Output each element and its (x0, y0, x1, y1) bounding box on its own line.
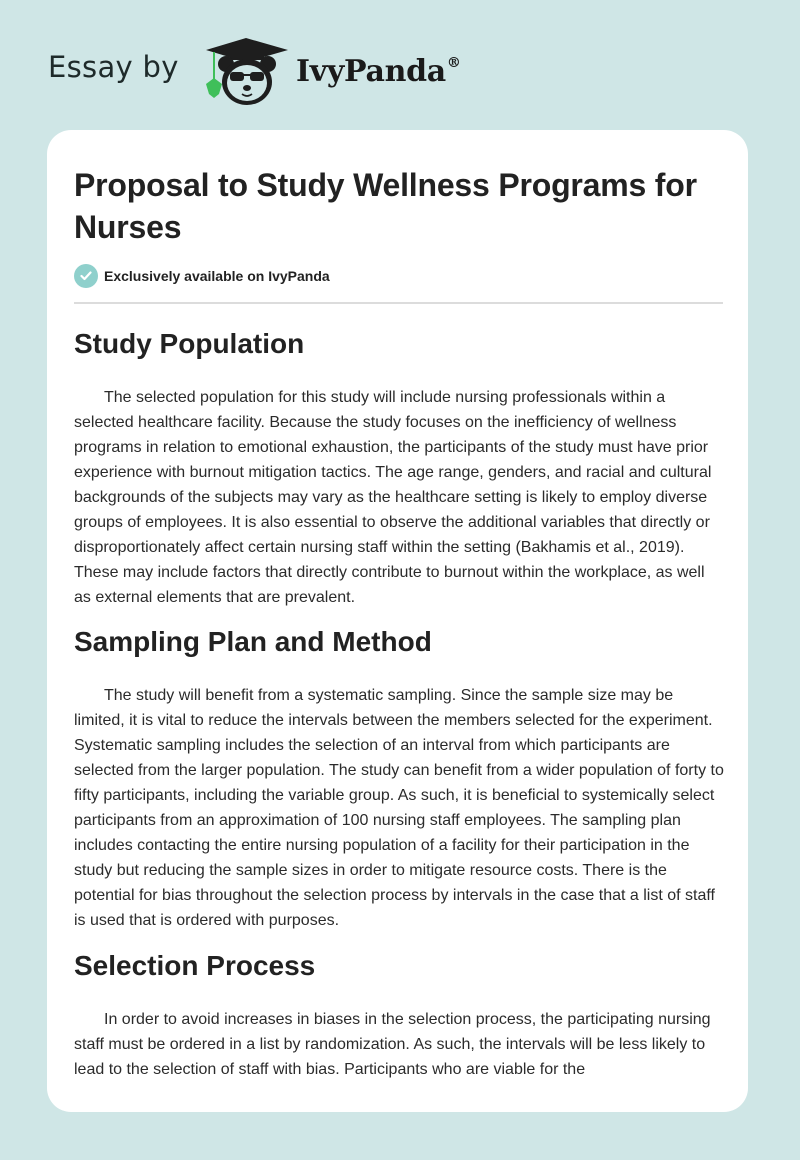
section-heading: Study Population (74, 328, 305, 359)
divider (74, 302, 723, 304)
section-study-population (74, 318, 724, 610)
section-heading: Sampling Plan and Method (74, 626, 432, 657)
page-title: Proposal to Study Wellness Programs for Nurses (74, 167, 697, 245)
registered-mark: ® (446, 55, 461, 71)
section-paragraph: The study will benefit from a systematic sampling. Since the sample size may be limited, it is vital to reduce the intervals between the members selected for the experiment. Systematic sampling includes the selection of an interval from which participants are selected from the larger population. The study can benefit from a wider population of forty to fifty participants, including the variable group. As such, it is beneficial to systemically select participants from an approximation of 100 nursing staff employees. The sampling plan includes contacting the entire nursing population of a facility for their participation in the study but reducing the sample sizes in order to mitigate resource costs. There is the potential for bias throughout the selection process by intervals in the case that a list of staff is used that is ordered with purposes. (74, 687, 724, 929)
section-paragraph: The selected population for this study will include nursing professionals within a selected healthcare facility. Because the study focuses on the inefficiency of wellness programs in relation to emotional exhaustion, the participants of the study must have prior experience with burnout mitigation tactics. The age range, genders, and racial and cultural backgrounds of the subjects may vary as the healthcare setting is likely to employ diverse groups of employees. It is also essential to observe the additional variables that directly or disproportionately affect certain nursing staff within the setting (Bakhamis et al., 2019). These may include factors that directly contribute to burnout within the workplace, as well as external elements that are prevalent. (74, 389, 712, 606)
essay-card (47, 130, 748, 1112)
section-heading: Selection Process (74, 950, 316, 981)
badge-text: Exclusively available on IvyPanda (104, 268, 330, 284)
section-paragraph: In order to avoid increases in biases in the selection process, the participating nursing staff must be ordered in a list by randomization. As such, the intervals will be less likely to lead to the selection of staff with bias. Participants who are viable for the (74, 1011, 711, 1078)
brand-text: IvyPanda (296, 54, 446, 89)
brand-name[interactable] (296, 54, 461, 89)
site-header (0, 0, 800, 130)
essay-by-label: Essay by (48, 50, 179, 84)
panda-graduation-cap-icon[interactable] (202, 36, 294, 108)
exclusive-badge (74, 264, 330, 288)
section-selection-process (74, 940, 724, 1082)
essay-content (74, 318, 724, 1082)
section-sampling-plan (74, 616, 724, 933)
check-circle-icon (74, 264, 98, 288)
